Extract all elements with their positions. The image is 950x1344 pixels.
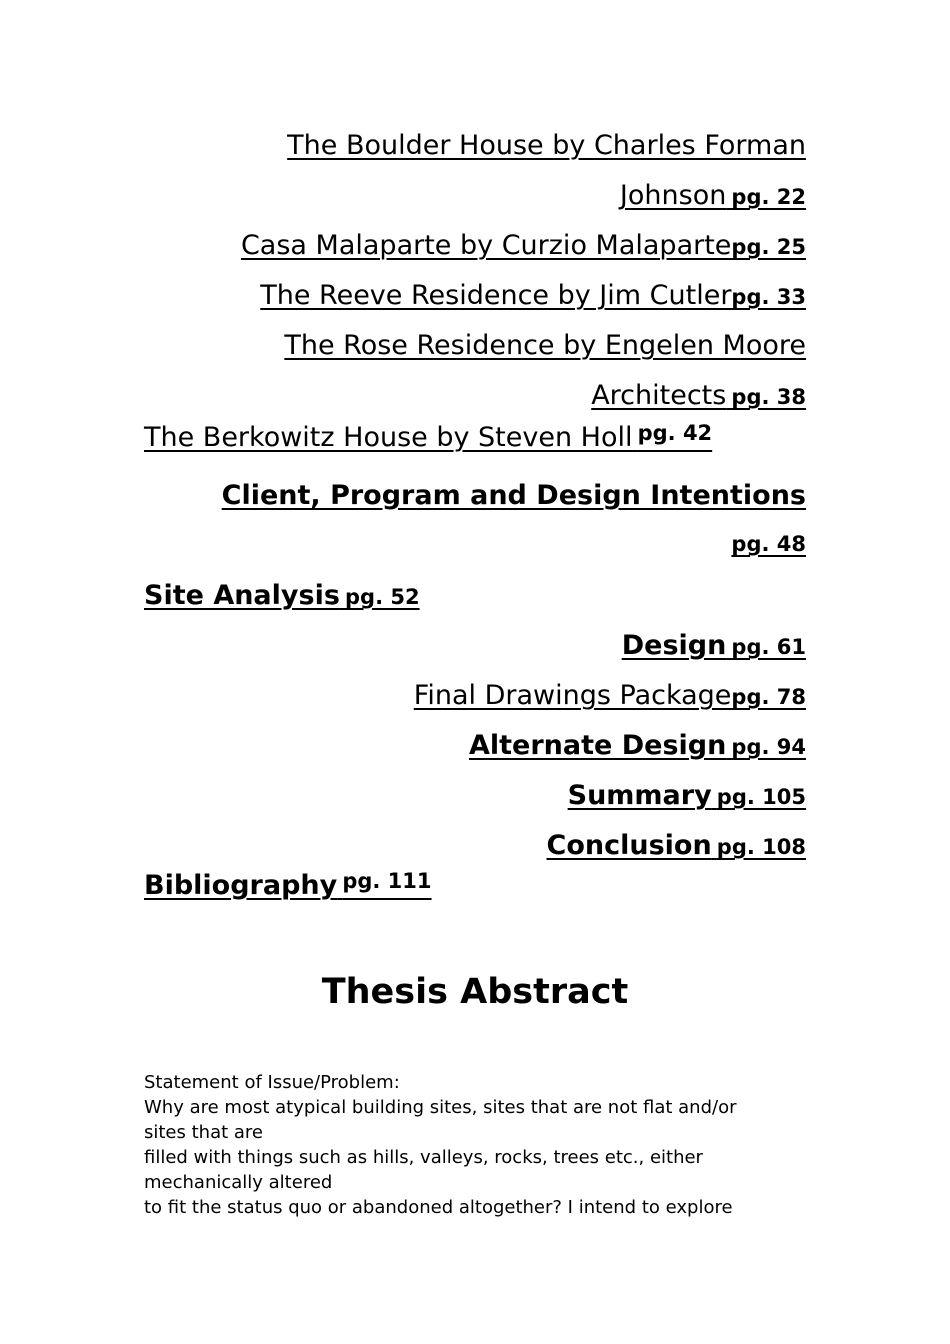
- toc-entry-title: Client, Program and Design Intentions: [221, 480, 806, 511]
- toc-entry-rose-line2[interactable]: [144, 380, 806, 411]
- toc-entry-page: pg. 78: [731, 685, 806, 709]
- abstract-heading: Thesis Abstract: [321, 972, 629, 1012]
- toc-entry-page: pg. 48: [731, 532, 806, 556]
- toc-entry-client-line1[interactable]: [144, 480, 806, 511]
- toc-entry-title: Bibliography: [144, 870, 338, 901]
- toc-entry-title: Alternate Design: [468, 730, 727, 761]
- toc-entry-page: pg. 38: [731, 385, 806, 409]
- toc-entry-summary[interactable]: [144, 780, 806, 811]
- toc-entry-page: pg. 52: [345, 585, 420, 609]
- toc-entry-page: pg. 94: [731, 735, 806, 759]
- toc-entry-design[interactable]: [144, 630, 806, 661]
- toc-entry-page: pg. 111: [342, 869, 432, 893]
- toc-entry-title: The Rose Residence by Engelen Moore: [284, 330, 806, 361]
- abstract-line: to fit the status quo or abandoned altogether? I intend to explore: [144, 1197, 733, 1218]
- toc-entry-client-line2[interactable]: [144, 532, 806, 556]
- toc-entry-page: pg. 105: [716, 785, 806, 809]
- toc-entry-site-analysis[interactable]: [144, 580, 806, 611]
- toc-entry-rose-line1[interactable]: [144, 330, 806, 361]
- toc-entry-boulder-line1[interactable]: [144, 130, 806, 161]
- toc-entry-title: Johnson: [619, 180, 727, 211]
- toc-entry-title: Casa Malaparte by Curzio Malaparte: [240, 230, 732, 261]
- abstract-line: sites that are: [144, 1122, 263, 1143]
- toc-entry-final-drawings[interactable]: [144, 680, 806, 711]
- toc-entry-title: The Boulder House by Charles Forman: [287, 130, 806, 161]
- toc-entry-title: Conclusion: [546, 830, 712, 861]
- abstract-line: Why are most atypical building sites, sites that are not flat and/or: [144, 1097, 737, 1118]
- abstract-line: filled with things such as hills, valleys, rocks, trees etc., either: [144, 1147, 703, 1168]
- toc-entry-title: Final Drawings Package: [413, 680, 732, 711]
- toc-entry-title: Architects: [591, 380, 727, 411]
- toc-entry-title: Site Analysis: [144, 580, 340, 611]
- toc-entry-page: pg. 61: [731, 635, 806, 659]
- abstract-line: mechanically altered: [144, 1172, 333, 1193]
- toc-entry-title: The Reeve Residence by Jim Cutler: [260, 280, 732, 311]
- toc-entry-berkowitz[interactable]: [144, 422, 806, 453]
- toc-entry-page: pg. 108: [716, 835, 806, 859]
- toc-entry-page: pg. 33: [731, 285, 806, 309]
- toc-entry-title: The Berkowitz House by Steven Holl: [144, 422, 633, 453]
- toc-entry-page: pg. 42: [637, 421, 713, 445]
- toc-entry-malaparte[interactable]: [144, 230, 806, 261]
- abstract-body: [144, 1070, 824, 1220]
- toc-entry-conclusion[interactable]: [144, 830, 806, 861]
- toc-entry-boulder-line2[interactable]: [144, 180, 806, 211]
- toc-entry-alternate-design[interactable]: [144, 730, 806, 761]
- toc-entry-page: pg. 22: [731, 185, 806, 209]
- abstract-line: Statement of Issue/Problem:: [144, 1072, 400, 1093]
- toc-entry-reeve[interactable]: [144, 280, 806, 311]
- toc-entry-page: pg. 25: [731, 235, 806, 259]
- toc-entry-title: Design: [621, 630, 727, 661]
- toc-entry-bibliography[interactable]: [144, 870, 806, 901]
- toc-entry-title: Summary: [567, 780, 712, 811]
